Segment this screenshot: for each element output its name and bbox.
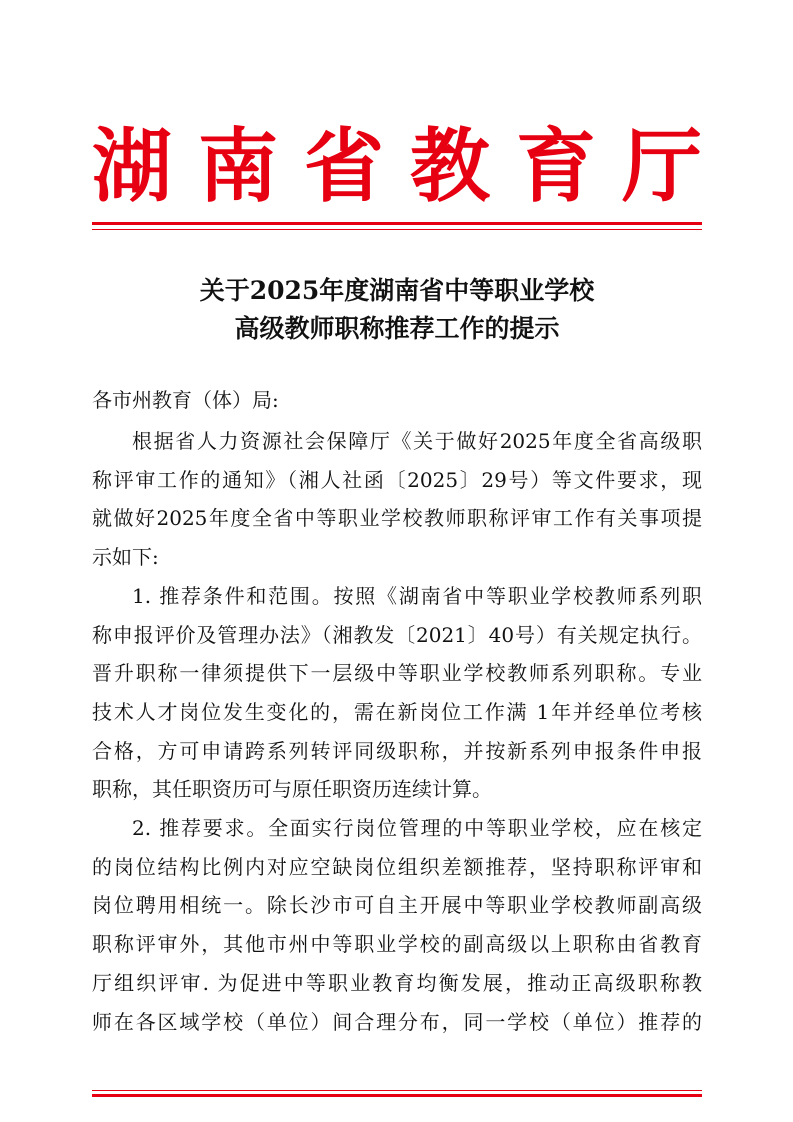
paragraph-intro bbox=[92, 422, 702, 577]
footer-rule-thick bbox=[92, 1094, 702, 1097]
masthead-char: 南 bbox=[198, 119, 278, 213]
title-line: 关于2025年度湖南省中等职业学校 bbox=[199, 276, 595, 305]
text-line: 的岗位结构比例内对应空缺岗位组织差额推荐，坚持职称评审和 bbox=[92, 854, 702, 879]
title-line: 高级教师职称推荐工作的提示 bbox=[234, 314, 560, 343]
header-rule-thick bbox=[92, 222, 702, 225]
header-rule-thin bbox=[92, 229, 702, 230]
document-title bbox=[92, 272, 702, 348]
text-line: 岗位聘用相统一。除长沙市可自主开展中等职业学校教师副高级 bbox=[92, 893, 702, 918]
text-line: 根据省人力资源社会保障厅《关于做好2025年度全省高级职 bbox=[132, 429, 702, 453]
text-line: 合格，方可申请跨系列转评同级职称，并按新系列申报条件申报 bbox=[92, 738, 702, 763]
footer-rule-thin bbox=[92, 1090, 702, 1091]
paragraph-item-1 bbox=[92, 577, 702, 809]
text-line: 师在各区域学校（单位）间合理分布，同一学校（单位）推荐的 bbox=[92, 1009, 702, 1034]
text-line: 晋升职称一律须提供下一层级中等职业学校教师系列职称。专业 bbox=[92, 661, 702, 686]
paragraph-item-2 bbox=[92, 809, 702, 1041]
masthead-char: 教 bbox=[410, 119, 490, 213]
salutation: 各市州教育（体）局: bbox=[92, 388, 279, 412]
text-line: 1. 推荐条件和范围。按照《湖南省中等职业学校教师系列职 bbox=[132, 583, 702, 608]
text-line: 就做好2025年度全省中等职业学校教师职称评审工作有关事项提 bbox=[92, 506, 702, 531]
masthead-char: 育 bbox=[516, 119, 596, 213]
masthead-char: 省 bbox=[304, 119, 384, 213]
text-line: 厅组织评审. 为促进中等职业教育均衡发展，推动正高级职称教 bbox=[92, 970, 702, 995]
document-body bbox=[92, 422, 702, 1041]
text-line: 职称评审外，其他市州中等职业学校的副高级以上职称由省教育 bbox=[92, 932, 702, 957]
text-line: 示如下: bbox=[92, 545, 159, 570]
text-line: 职称，其任职资历可与原任职资历连续计算。 bbox=[92, 777, 492, 802]
text-line: 技术人才岗位发生变化的，需在新岗位工作满 1年并经单位考核 bbox=[92, 699, 702, 724]
issuing-authority-masthead bbox=[92, 118, 702, 214]
text-line: 称申报评价及管理办法》（湘教发〔2021〕40号）有关规定执行。 bbox=[92, 622, 702, 647]
masthead-char: 厅 bbox=[622, 119, 702, 213]
text-line: 称评审工作的通知》（湘人社函〔2025〕29号）等文件要求，现 bbox=[92, 467, 702, 492]
text-line: 2. 推荐要求。全面实行岗位管理的中等职业学校，应在核定 bbox=[132, 816, 702, 841]
masthead-char: 湖 bbox=[92, 119, 172, 213]
